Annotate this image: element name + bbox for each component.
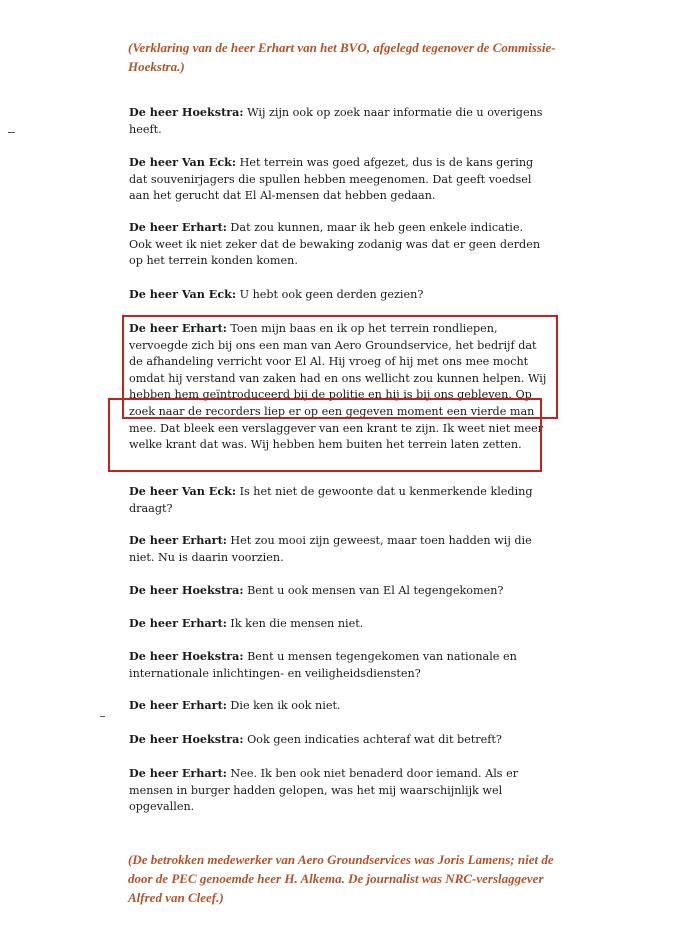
paragraph bbox=[129, 615, 549, 633]
speaker-label: De heer Hoekstra: bbox=[129, 583, 244, 597]
closing-note: (De betrokken medewerker van Aero Groundservices was Joris Lamens; niet de door de PEC genoemde heer H. Alkema. De journalist was NRC-verslaggever Alfred van Cleef.) bbox=[128, 852, 554, 905]
statement-text: Toen mijn baas en ik op het terrein rondliepen, vervoegde zich bij ons een man van Aero Groundservice, het bedrijf dat de afhandeling verricht voor El Al. Hij vroeg of hij met ons mee mocht omdat hij verstand van zaken had en ons wellicht zou kunnen helpen. Wij hebben hem geïntroduceerd bij de politie en hij is bij ons gebleven. Op zoek naar de recorders liep er op een gegeven moment een vierde man mee. Dat bleek een verslaggever van een krant te zijn. Ik weet niet meer welke krant dat was. Wij hebben hem buiten het terrein laten zetten. bbox=[129, 322, 547, 452]
paragraph bbox=[129, 219, 549, 270]
statement-text: Wij zijn ook op zoek naar informatie die u overigens heeft. bbox=[129, 106, 543, 136]
scan-mark bbox=[8, 132, 15, 133]
statement-text: Ik ken die mensen niet. bbox=[226, 617, 364, 630]
speaker-label: De heer Van Eck: bbox=[129, 484, 237, 498]
paragraph bbox=[129, 697, 549, 715]
speaker-label: De heer Hoekstra: bbox=[129, 649, 244, 663]
paragraph bbox=[129, 765, 549, 816]
speaker-label: De heer Van Eck: bbox=[129, 287, 237, 301]
speaker-label: De heer Erhart: bbox=[129, 766, 227, 780]
speaker-label: De heer Van Eck: bbox=[129, 155, 237, 169]
statement-text: Het terrein was goed afgezet, dus is de kans gering dat souvenirjagers die spullen hebben meegenomen. Dat geeft voedsel aan het gerucht dat El Al-mensen dat hebben gedaan. bbox=[129, 156, 534, 203]
speaker-label: De heer Erhart: bbox=[129, 698, 227, 712]
paragraph bbox=[129, 731, 549, 749]
statement-text: Ook geen indicaties achteraf wat dit betreft? bbox=[243, 733, 502, 746]
paragraph bbox=[129, 648, 549, 682]
intro-note: (Verklaring van de heer Erhart van het BVO, afgelegd tegenover de Commissie-Hoekstra.) bbox=[128, 40, 556, 74]
statement-text: Nee. Ik ben ook niet benaderd door iemand. Als er mensen in burger hadden gelopen, was het mij waarschijnlijk wel opgevallen. bbox=[129, 767, 519, 814]
paragraph bbox=[129, 532, 549, 566]
paragraph bbox=[129, 104, 549, 138]
statement-text: Bent u ook mensen van El Al tegengekomen? bbox=[243, 584, 504, 597]
speaker-label: De heer Erhart: bbox=[129, 616, 227, 630]
paragraph bbox=[129, 320, 549, 454]
statement-text: Het zou mooi zijn geweest, maar toen hadden wij die niet. Nu is daarin voorzien. bbox=[129, 534, 532, 564]
speaker-label: De heer Erhart: bbox=[129, 321, 227, 335]
statement-text: Dat zou kunnen, maar ik heb geen enkele indicatie. Ook weet ik niet zeker dat de bewaking zodanig was dat er geen derden op het terrein konden komen. bbox=[129, 221, 541, 268]
paragraph bbox=[129, 582, 549, 600]
statement-text: Die ken ik ook niet. bbox=[226, 699, 341, 712]
paragraph bbox=[129, 286, 549, 304]
statement-text: Is het niet de gewoonte dat u kenmerkende kleding draagt? bbox=[129, 485, 533, 515]
scan-mark bbox=[100, 716, 105, 717]
paragraph bbox=[129, 483, 549, 517]
statement-text: Bent u mensen tegengekomen van nationale en internationale inlichtingen- en veiligheidsdiensten? bbox=[129, 650, 517, 680]
statement-text: U hebt ook geen derden gezien? bbox=[236, 288, 424, 301]
paragraph bbox=[129, 154, 549, 205]
speaker-label: De heer Erhart: bbox=[129, 220, 227, 234]
speaker-label: De heer Hoekstra: bbox=[129, 105, 244, 119]
speaker-label: De heer Hoekstra: bbox=[129, 732, 244, 746]
speaker-label: De heer Erhart: bbox=[129, 533, 227, 547]
